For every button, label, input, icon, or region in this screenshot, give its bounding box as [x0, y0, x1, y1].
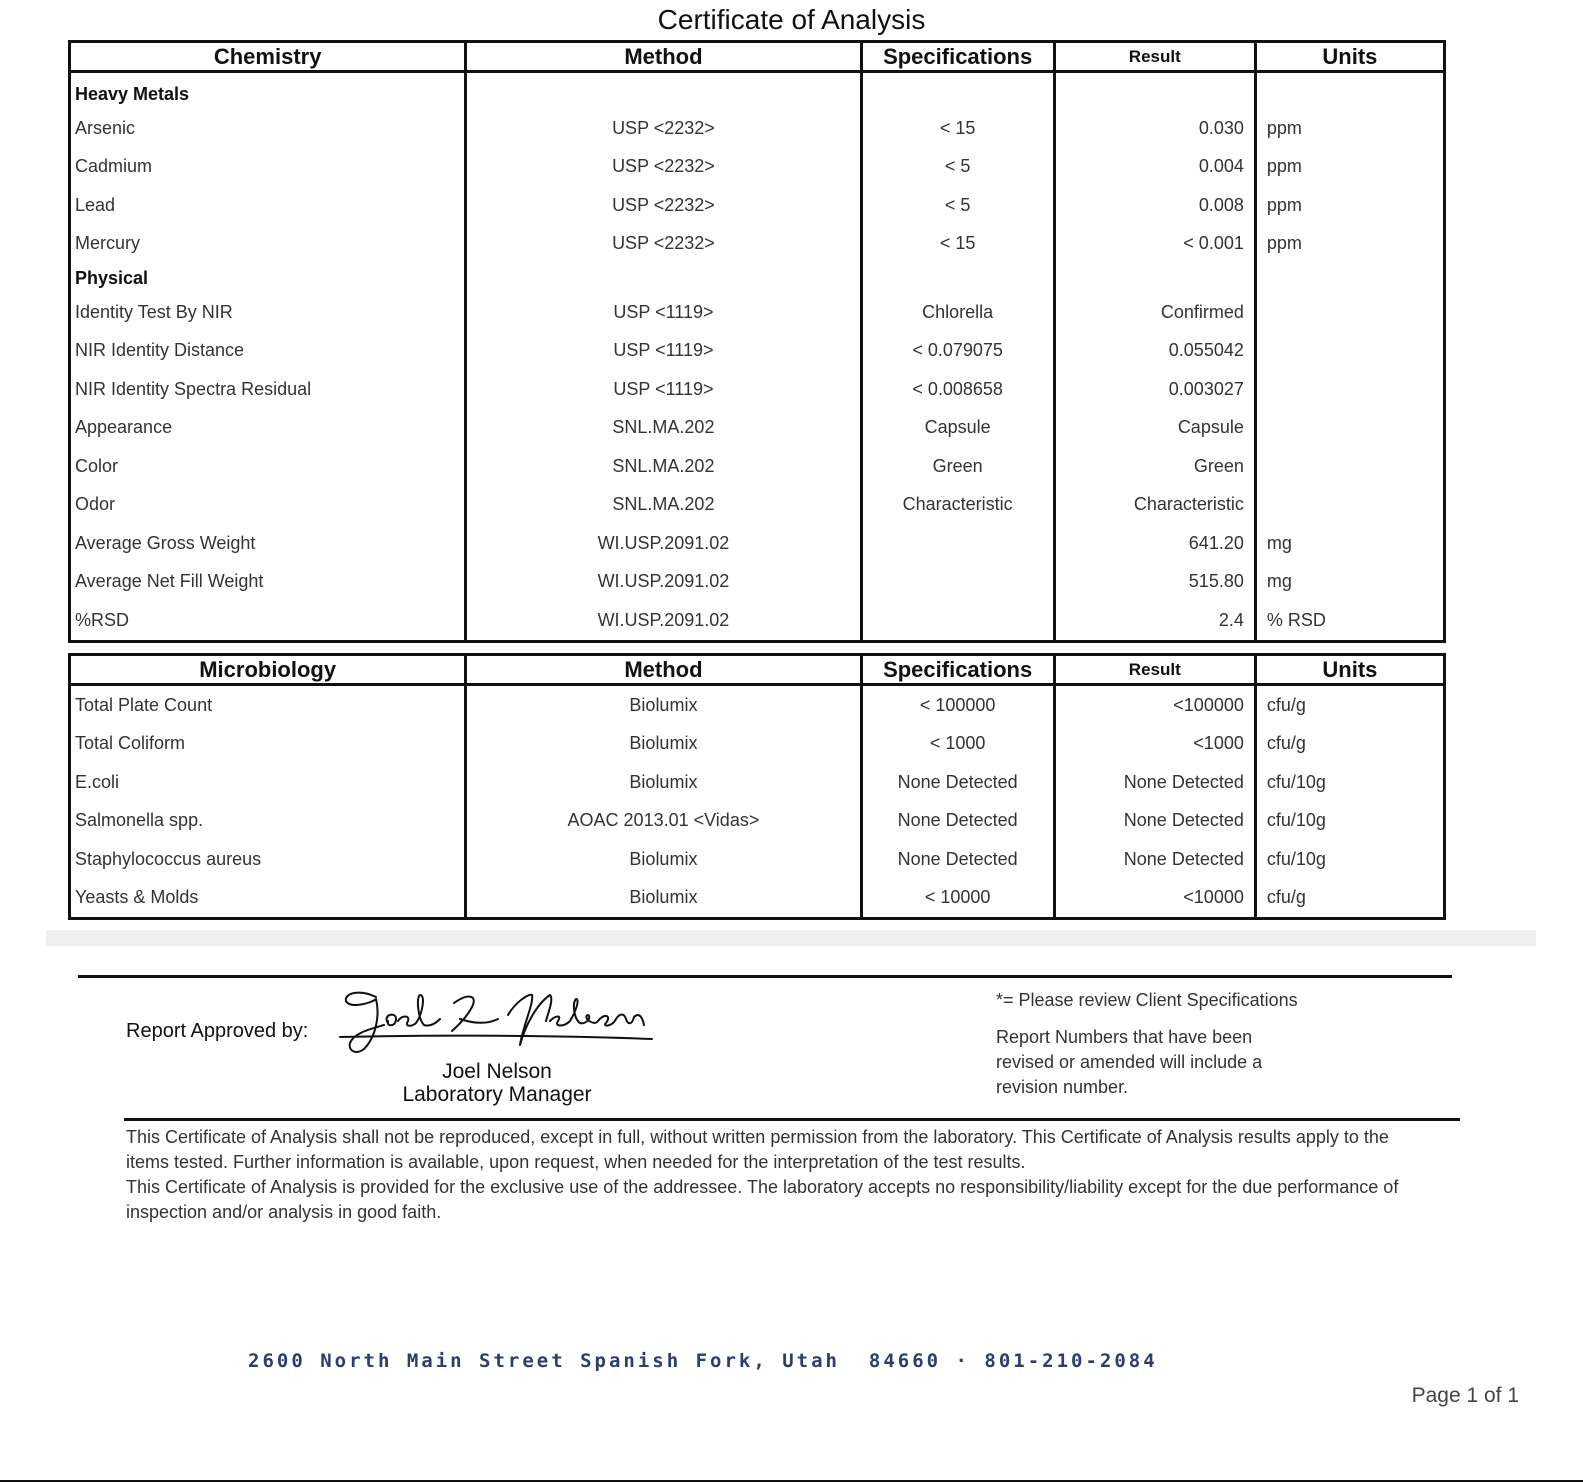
result-cell: 0.008	[1054, 186, 1255, 225]
test-name-cell: Cadmium	[70, 148, 466, 187]
method-cell: USP <1119>	[466, 370, 861, 409]
empty-cell	[466, 79, 861, 109]
table-row	[70, 685, 1445, 725]
units-cell	[1255, 293, 1444, 332]
units-cell: ppm	[1255, 109, 1444, 148]
units-cell: mg	[1255, 563, 1444, 602]
specification-cell: < 15	[861, 109, 1054, 148]
result-cell: 2.4	[1054, 601, 1255, 641]
method-header: Method	[466, 42, 861, 72]
units-cell: cfu/g	[1255, 725, 1444, 764]
empty-cell	[1054, 79, 1255, 109]
method-cell: Biolumix	[466, 685, 861, 725]
result-cell: Confirmed	[1054, 293, 1255, 332]
method-cell: Biolumix	[466, 879, 861, 919]
method-cell: AOAC 2013.01 <Vidas>	[466, 802, 861, 841]
test-name-cell: E.coli	[70, 763, 466, 802]
table-row	[70, 563, 1445, 602]
result-cell: <1000	[1054, 725, 1255, 764]
test-name-cell: Mercury	[70, 225, 466, 264]
units-cell	[1255, 447, 1444, 486]
test-name-cell: Average Gross Weight	[70, 524, 466, 563]
table-row	[70, 763, 1445, 802]
section-heading-row	[70, 263, 1445, 293]
table-row	[70, 802, 1445, 841]
result-cell: <10000	[1054, 879, 1255, 919]
units-cell: cfu/g	[1255, 685, 1444, 725]
specification-cell: < 100000	[861, 685, 1054, 725]
method-cell: SNL.MA.202	[466, 486, 861, 525]
result-cell: <100000	[1054, 685, 1255, 725]
result-cell: 515.80	[1054, 563, 1255, 602]
specification-cell: None Detected	[861, 802, 1054, 841]
microbiology-header: Microbiology	[70, 655, 466, 685]
specifications-header: Specifications	[861, 42, 1054, 72]
result-cell: None Detected	[1054, 802, 1255, 841]
specification-cell: < 10000	[861, 879, 1054, 919]
table-row	[70, 725, 1445, 764]
units-cell	[1255, 332, 1444, 371]
empty-cell	[1054, 263, 1255, 293]
table-spacer-row	[70, 72, 1445, 80]
units-cell: cfu/10g	[1255, 763, 1444, 802]
chemistry-table	[68, 40, 1446, 643]
specification-cell: < 0.008658	[861, 370, 1054, 409]
result-cell: None Detected	[1054, 840, 1255, 879]
test-name-cell: Salmonella spp.	[70, 802, 466, 841]
method-cell: USP <1119>	[466, 332, 861, 371]
units-cell: % RSD	[1255, 601, 1444, 641]
result-header: Result	[1054, 42, 1255, 72]
table-row	[70, 225, 1445, 264]
units-cell: ppm	[1255, 186, 1444, 225]
specification-cell	[861, 524, 1054, 563]
client-spec-note: *= Please review Client Specifications	[996, 990, 1298, 1010]
test-name-cell: %RSD	[70, 601, 466, 641]
specifications-header: Specifications	[861, 655, 1054, 685]
table-row	[70, 524, 1445, 563]
empty-cell	[466, 263, 861, 293]
test-name-cell: NIR Identity Spectra Residual	[70, 370, 466, 409]
page-bottom-edge	[0, 1480, 1583, 1482]
method-cell: USP <2232>	[466, 186, 861, 225]
test-name-cell: Average Net Fill Weight	[70, 563, 466, 602]
chemistry-header-row	[70, 42, 1445, 72]
document-title: Certificate of Analysis	[657, 4, 926, 35]
table-row	[70, 109, 1445, 148]
units-cell	[1255, 486, 1444, 525]
specification-cell	[861, 563, 1054, 602]
specification-cell: Capsule	[861, 409, 1054, 448]
result-header: Result	[1054, 655, 1255, 685]
test-name-cell: Total Plate Count	[70, 685, 466, 725]
result-cell: < 0.001	[1054, 225, 1255, 264]
units-header: Units	[1255, 655, 1444, 685]
units-cell: cfu/10g	[1255, 840, 1444, 879]
specification-cell: Chlorella	[861, 293, 1054, 332]
disclaimer	[126, 1125, 1426, 1225]
specification-cell: Characteristic	[861, 486, 1054, 525]
table-row	[70, 879, 1445, 919]
table-row	[70, 332, 1445, 371]
test-name-cell: Arsenic	[70, 109, 466, 148]
spacer-cell	[466, 72, 861, 80]
specification-cell: < 1000	[861, 725, 1054, 764]
spacer-cell	[70, 72, 466, 80]
result-cell: 641.20	[1054, 524, 1255, 563]
table-row	[70, 186, 1445, 225]
method-cell: SNL.MA.202	[466, 409, 861, 448]
section-heading-row	[70, 79, 1445, 109]
method-header: Method	[466, 655, 861, 685]
units-cell: mg	[1255, 524, 1444, 563]
table-row	[70, 370, 1445, 409]
footer-bottom-rule	[124, 1118, 1460, 1121]
page-break-band	[46, 930, 1536, 946]
empty-cell	[1255, 263, 1444, 293]
approver-signature	[336, 985, 666, 1062]
method-cell: Biolumix	[466, 725, 861, 764]
spacer-cell	[1054, 72, 1255, 80]
result-cell: 0.004	[1054, 148, 1255, 187]
units-cell: cfu/g	[1255, 879, 1444, 919]
revision-note: Report Numbers that have been revised or amended will include a revision number.	[996, 1027, 1263, 1097]
chemistry-header: Chemistry	[70, 42, 466, 72]
empty-cell	[861, 263, 1054, 293]
method-cell: Biolumix	[466, 840, 861, 879]
test-name-cell: Staphylococcus aureus	[70, 840, 466, 879]
specification-cell: < 15	[861, 225, 1054, 264]
result-cell: 0.055042	[1054, 332, 1255, 371]
approver-name: Joel Nelson	[442, 1060, 552, 1083]
method-cell: SNL.MA.202	[466, 447, 861, 486]
page-number: Page 1 of 1	[1411, 1384, 1519, 1407]
spacer-cell	[1255, 72, 1444, 80]
footer-top-rule	[78, 975, 1452, 978]
table-row	[70, 486, 1445, 525]
approved-by-label: Report Approved by:	[126, 1020, 309, 1042]
microbiology-table	[68, 653, 1446, 920]
table-row	[70, 840, 1445, 879]
method-cell: Biolumix	[466, 763, 861, 802]
table-row	[70, 447, 1445, 486]
units-cell	[1255, 409, 1444, 448]
specification-cell: < 0.079075	[861, 332, 1054, 371]
test-name-cell: Lead	[70, 186, 466, 225]
result-cell: Characteristic	[1054, 486, 1255, 525]
microbiology-header-row	[70, 655, 1445, 685]
result-cell: None Detected	[1054, 763, 1255, 802]
test-name-cell: Color	[70, 447, 466, 486]
result-cell: 0.003027	[1054, 370, 1255, 409]
specification-cell: Green	[861, 447, 1054, 486]
test-name-cell: Total Coliform	[70, 725, 466, 764]
test-name-cell: Odor	[70, 486, 466, 525]
test-name-cell: Appearance	[70, 409, 466, 448]
units-cell: cfu/10g	[1255, 802, 1444, 841]
empty-cell	[1255, 79, 1444, 109]
method-cell: WI.USP.2091.02	[466, 524, 861, 563]
table-row	[70, 148, 1445, 187]
specification-cell	[861, 601, 1054, 641]
method-cell: USP <1119>	[466, 293, 861, 332]
section-heading: Heavy Metals	[70, 79, 466, 109]
test-name-cell: NIR Identity Distance	[70, 332, 466, 371]
units-header: Units	[1255, 42, 1444, 72]
empty-cell	[861, 79, 1054, 109]
table-row	[70, 409, 1445, 448]
specification-cell: < 5	[861, 148, 1054, 187]
result-cell: Capsule	[1054, 409, 1255, 448]
chemistry-body	[70, 72, 1445, 642]
section-heading: Physical	[70, 263, 466, 293]
result-cell: 0.030	[1054, 109, 1255, 148]
units-cell: ppm	[1255, 148, 1444, 187]
approver-role: Laboratory Manager	[402, 1083, 592, 1106]
table-row	[70, 601, 1445, 641]
lab-address: 2600 North Main Street Spanish Fork, Utah 84660 · 801-210-2084	[248, 1350, 1158, 1372]
method-cell: USP <2232>	[466, 225, 861, 264]
test-name-cell: Yeasts & Molds	[70, 879, 466, 919]
method-cell: USP <2232>	[466, 148, 861, 187]
method-cell: USP <2232>	[466, 109, 861, 148]
disclaimer-paragraph-2: This Certificate of Analysis is provided for the exclusive use of the addressee. The laboratory accepts no responsibility/liability except for the due performance of inspection and/or analysis in good faith.	[126, 1177, 1399, 1222]
disclaimer-paragraph-1: This Certificate of Analysis shall not be reproduced, except in full, without written permission from the laboratory. This Certificate of Analysis results apply to the items tested. Further information is available, upon request, when needed for the interpretation of the test results.	[126, 1127, 1389, 1172]
specification-cell: None Detected	[861, 840, 1054, 879]
table-row	[70, 293, 1445, 332]
specification-cell: None Detected	[861, 763, 1054, 802]
specification-cell: < 5	[861, 186, 1054, 225]
test-name-cell: Identity Test By NIR	[70, 293, 466, 332]
microbiology-body	[70, 685, 1445, 919]
units-cell: ppm	[1255, 225, 1444, 264]
units-cell	[1255, 370, 1444, 409]
spacer-cell	[861, 72, 1054, 80]
result-cell: Green	[1054, 447, 1255, 486]
method-cell: WI.USP.2091.02	[466, 563, 861, 602]
method-cell: WI.USP.2091.02	[466, 601, 861, 641]
